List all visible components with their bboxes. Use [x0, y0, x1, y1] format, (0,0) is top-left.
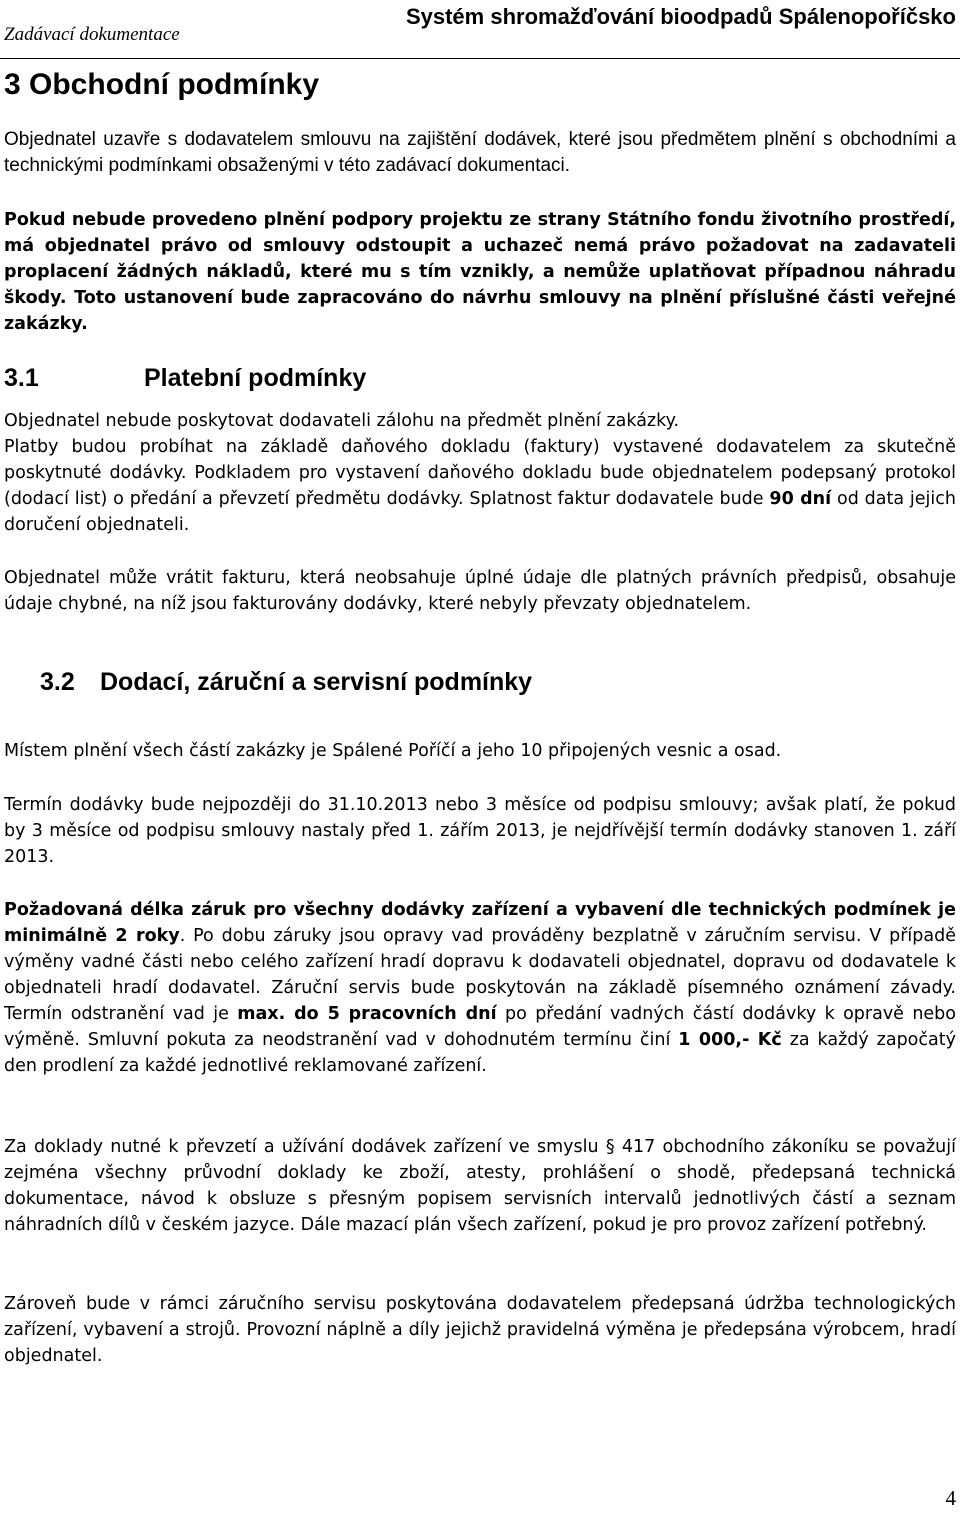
header-divider	[0, 58, 960, 59]
warranty-text-a: . Po dobu záruky jsou opravy vad prováděny bezplatně v záručním servisu. V případě výměny vadné části nebo celého zařízení hradí dopravu k dodavateli objednatel, dopravu od dodavatele k objednateli hradí dodavatel. Záruční servis bude poskytován na základě písemného oznámení závady. Termín odstranění vad je	[4, 926, 956, 1024]
repair-deadline: max. do 5 pracovních dní	[237, 1004, 497, 1024]
section-3-heading: 3 Obchodní podmínky	[4, 68, 320, 101]
section-3-bold-paragraph: Pokud nebude provedeno plnění podpory projektu ze strany Státního fondu životního prostředí, má objednatel právo od smlouvy odstoupit a uchazeč nemá právo požadovat na zadavateli proplacení žádných nákladů, které mu s tím vznikly, a nemůže uplatňovat případnou náhradu škody. Toto ustanovení bude zapracováno do návrhu smlouvy na plnění příslušné části veřejné zakázky.	[4, 210, 956, 334]
warranty-text-b: po předání vadných částí dodávky k opravě nebo výměně. Smluvní pokuta za neodstranění vad v dohodnutém termínu činí	[4, 1004, 956, 1050]
section-3-2-number: 3.2	[40, 668, 75, 696]
section-3-1-heading	[4, 364, 366, 393]
section-3-2-heading	[4, 668, 532, 697]
penalty-amount: 1 000,- Kč	[678, 1030, 782, 1050]
advance-payment-sentence: Objednatel nebude poskytovat dodavateli zálohu na předmět plnění zakázky.	[4, 411, 680, 431]
section-3-1-paragraph-2: Objednatel může vrátit fakturu, která neobsahuje úplné údaje dle platných právních předpisů, obsahuje údaje chybné, na níž jsou fakturovány dodávky, které nebyly převzaty objednatelem.	[4, 568, 956, 614]
header-project-title: Systém shromažďování bioodpadů Spálenopoříčsko	[405, 4, 956, 29]
section-3-2-paragraph-3	[4, 897, 956, 1079]
section-3-intro: Objednatel uzavře s dodavatelem smlouvu na zajištění dodávek, které jsou předmětem plnění s obchodními a technickými podmínkami obsaženými v této zadávací dokumentaci.	[4, 129, 956, 176]
section-3-1-title: Platební podmínky	[144, 364, 367, 392]
payment-term-end: od data jejich doručení objednateli.	[4, 489, 956, 535]
section-3-1-paragraph-1	[4, 408, 956, 538]
warranty-text-c: za každý započatý den prodlení za každé jednotlivé reklamované zařízení.	[4, 1030, 956, 1076]
section-3-2-paragraph-4: Za doklady nutné k převzetí a užívání dodávek zařízení ve smyslu § 417 obchodního zákoníku se považují zejména všechny průvodní doklady ke zboží, atesty, prohlášení o shodě, předepsaná technická dokumentace, návod k obsluze s přesným popisem servisních intervalů jednotlivých částí a seznam náhradních dílů v českém jazyce. Dále mazací plán všech zařízení, pokud je pro provoz zařízení potřebný.	[4, 1137, 956, 1235]
section-3-1-number: 3.1	[4, 364, 39, 392]
warranty-length: Požadovaná délka záruk pro všechny dodávky zařízení a vybavení dle technických podmínek je minimálně 2 roky	[4, 900, 956, 946]
section-3-2-paragraph-1: Místem plnění všech částí zakázky je Spálené Poříčí a jeho 10 připojených vesnic a osad.	[4, 741, 782, 761]
section-3-2-title: Dodací, záruční a servisní podmínky	[100, 668, 533, 696]
page-number: 4	[945, 1486, 956, 1510]
payment-term: 90 dní	[769, 489, 832, 509]
invoice-sentences: Platby budou probíhat na základě daňového dokladu (faktury) vystavené dodavatelem za skutečně poskytnuté dodávky. Podkladem pro vystavení daňového dokladu bude objednatelem podepsaný protokol (dodací list) o předání a převzetí předmětu dodávky. Splatnost faktur dodavatele bude	[4, 437, 956, 509]
header-document-type: Zadávací dokumentace	[4, 24, 180, 45]
section-3-2-paragraph-2: Termín dodávky bude nejpozději do 31.10.2013 nebo 3 měsíce od podpisu smlouvy; avšak platí, že pokud by 3 měsíce od podpisu smlouvy nastaly před 1. zářím 2013, je nejdřívější termín dodávky stanoven 1. září 2013.	[4, 795, 956, 867]
section-3-2-paragraph-5: Zároveň bude v rámci záručního servisu poskytována dodavatelem předepsaná údržba technologických zařízení, vybavení a strojů. Provozní náplně a díly jejichž pravidelná výměna je předepsána výrobcem, hradí objednatel.	[4, 1294, 956, 1366]
